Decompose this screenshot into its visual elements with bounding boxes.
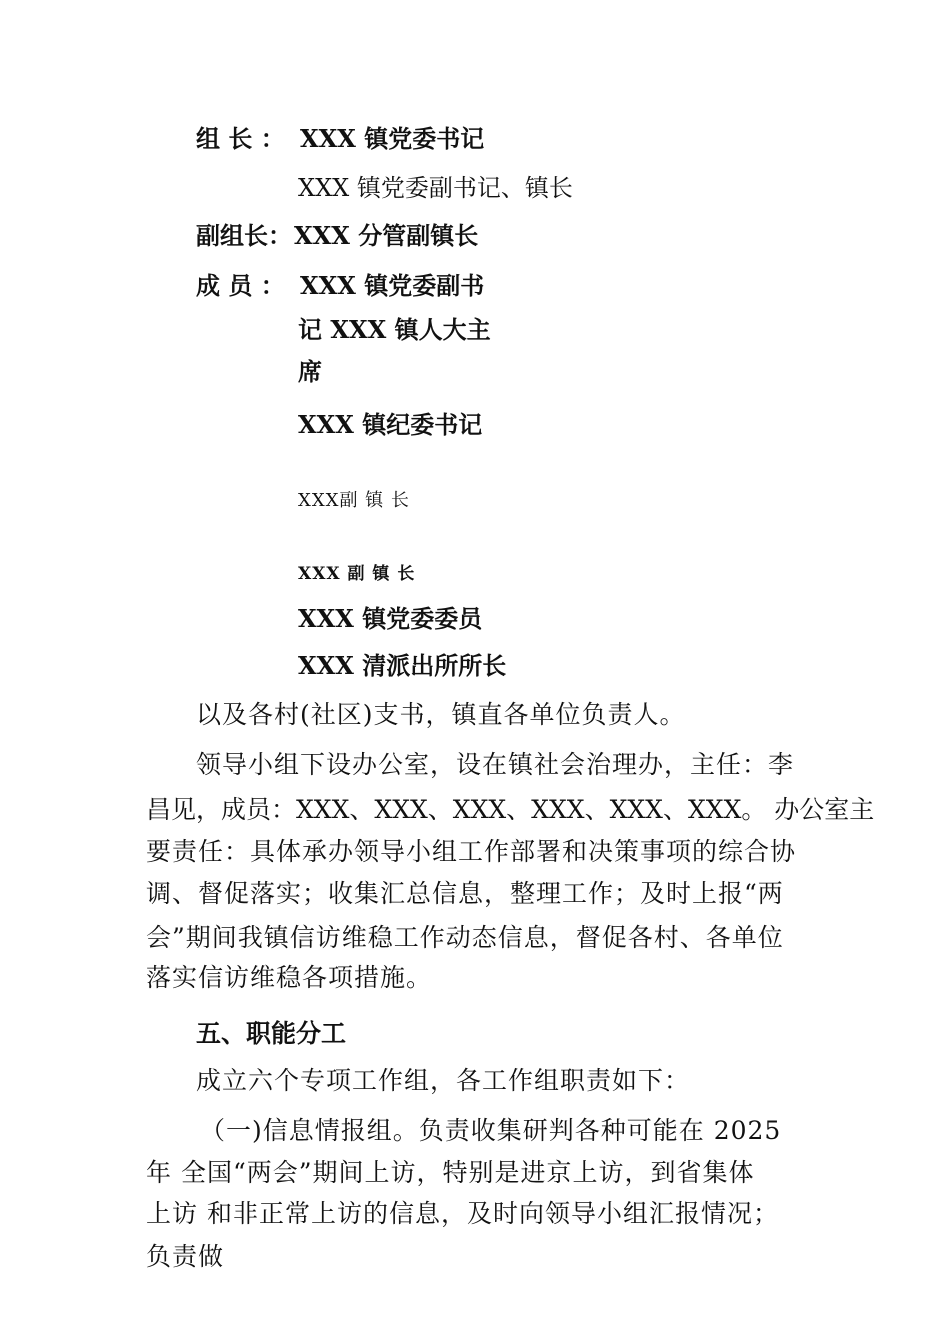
paragraph-line: 要责任：具体承办领导小组工作部署和决策事项的综合协 — [146, 837, 797, 866]
member-2: XXX 镇纪委书记 — [298, 410, 483, 439]
member-1-line-1: XXX 镇党委副书 — [300, 271, 485, 300]
group-leader-label: 组 长 ： — [196, 124, 285, 153]
paragraph-line: 领导小组下设办公室，设在镇社会治理办，主任：李 — [196, 750, 795, 779]
section-heading: 五、职能分工 — [196, 1019, 347, 1048]
paragraph-line: 会”期间我镇信访维稳工作动态信息，督促各村、各单位 — [146, 923, 784, 952]
paragraph-line: 年 全国“两会”期间上访，特别是进京上访，到省集体 — [146, 1158, 755, 1187]
group-leader-name: XXX 镇党委书记 — [300, 124, 485, 153]
member-6: XXX 清派出所所长 — [298, 651, 507, 680]
member-5: XXX 镇党委委员 — [298, 604, 483, 633]
deputy-leader-label: 副组长： — [196, 221, 292, 250]
deputy-leader-name: XXX 分管副镇长 — [294, 221, 479, 250]
member-3: XXX副 镇 长 — [298, 490, 410, 511]
paragraph-line: 落实信访维稳各项措施。 — [146, 963, 433, 992]
paragraph-line: 调、督促落实；收集汇总信息，整理工作；及时上报“两 — [146, 879, 784, 908]
paragraph-line: 昌见，成员：XXX、XXX、XXX、XXX、XXX、XXX。 办公室主 — [146, 795, 875, 824]
paragraph-line: 以及各村(社区)支书，镇直各单位负责人。 — [196, 700, 686, 729]
paragraph-line: （一)信息情报组。负责收集研判各种可能在 2025 — [200, 1116, 782, 1145]
members-label: 成 员 ： — [196, 271, 285, 300]
member-4: XXX 副 镇 长 — [298, 564, 416, 584]
group-leader-name-2: XXX 镇党委副书记、镇长 — [298, 174, 573, 202]
paragraph-line: 负责做 — [146, 1242, 225, 1271]
paragraph-line: 成立六个专项工作组，各工作组职责如下： — [196, 1066, 691, 1095]
member-1-line-3: 席 — [298, 357, 322, 386]
member-1-line-2: 记 XXX 镇人大主 — [298, 315, 491, 344]
paragraph-line: 上访 和非正常上访的信息，及时向领导小组汇报情况； — [146, 1199, 779, 1228]
